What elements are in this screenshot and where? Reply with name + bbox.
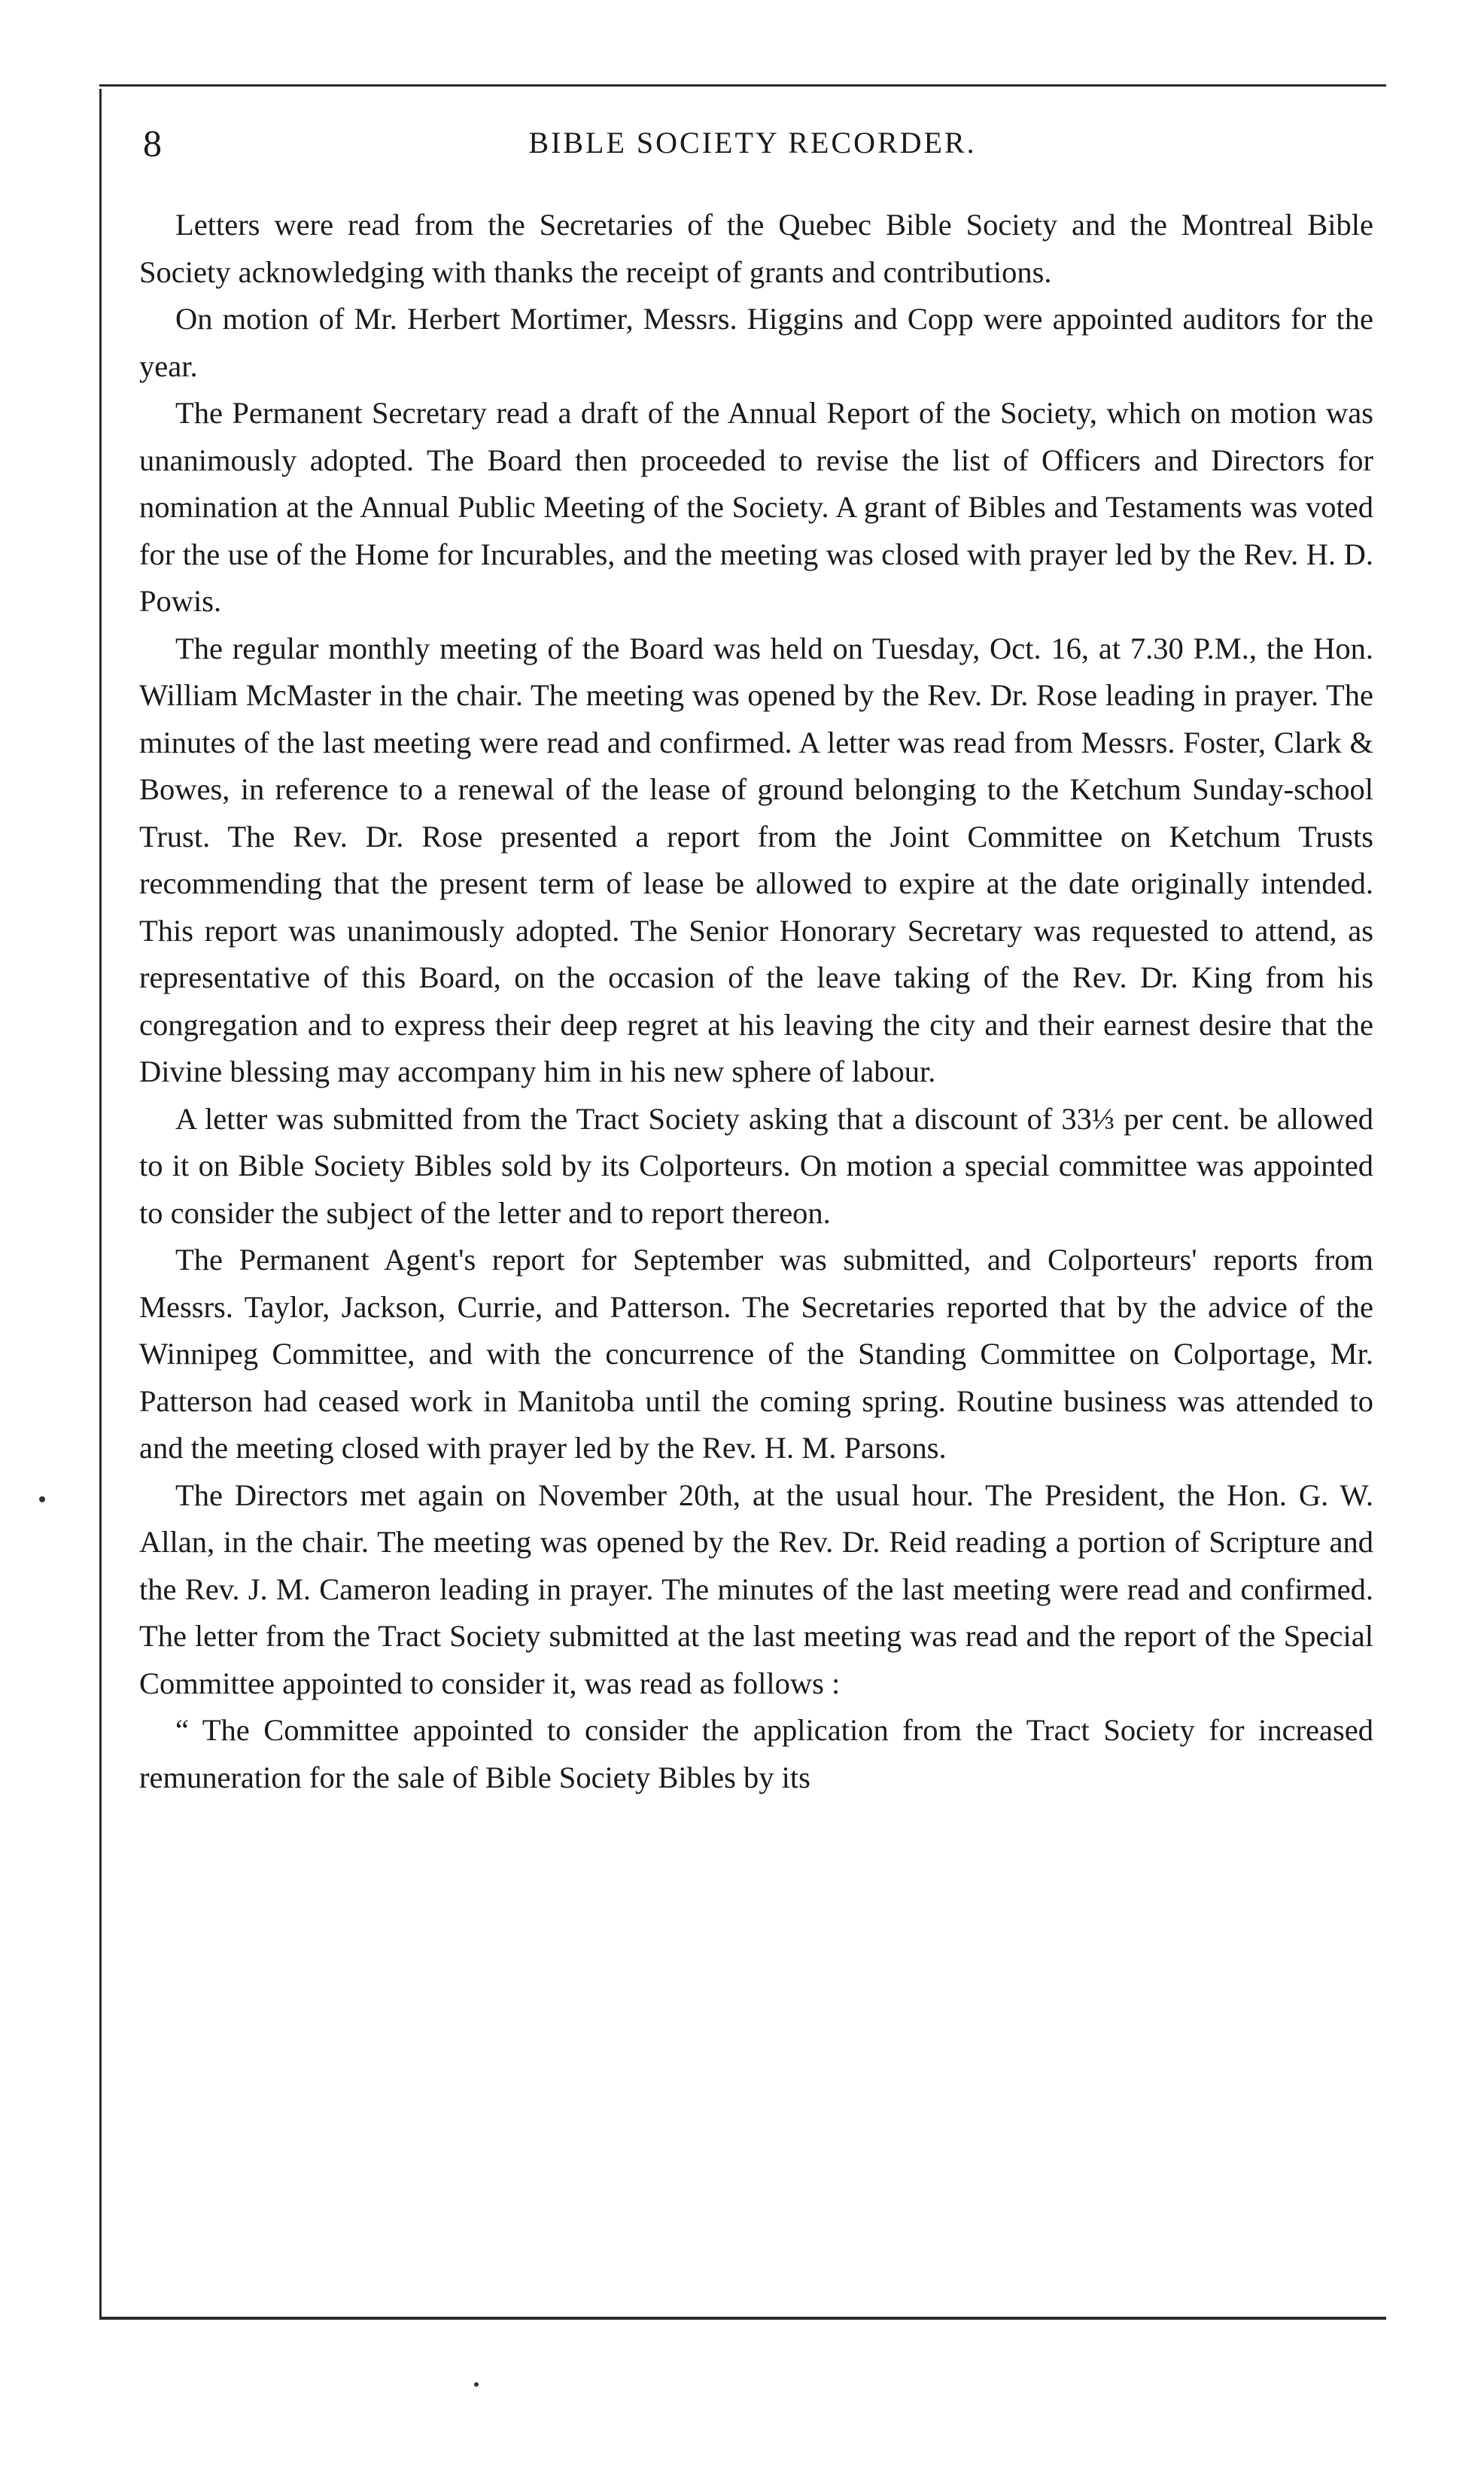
page-header [135, 120, 1370, 166]
stray-mark [39, 1496, 45, 1502]
paragraph: The Permanent Secretary read a draft of the Annual Report of the Society, which on motion was unanimously adopted. The Board then proceeded to revise the list of Officers and Directors for nomination at the Annual Public Meeting of the Society. A grant of Bibles and Testaments was voted for the use of the Home for Incurables, and the meeting was closed with prayer led by the Rev. H. D. Powis. [139, 396, 1373, 618]
paragraph: “ The Committee appointed to consider the application from the Tract Society for increased remuneration for the sale of Bible Society Bibles by its [139, 1713, 1373, 1794]
paragraph: The Permanent Agent's report for September was submitted, and Colporteurs' reports from Messrs. Taylor, Jackson, Currie, and Patterson. The Secretaries reported that by the advice of the Winnipeg Committee, and with the concurrence of the Standing Committee on Colportage, Mr. Patterson had ceased work in Manitoba until the coming spring. Routine business was attended to and the meeting closed with prayer led by the Rev. H. M. Parsons. [139, 1243, 1373, 1465]
paragraph: A letter was submitted from the Tract Society asking that a discount of 33⅓ per cent. be allowed to it on Bible Society Bibles sold by its Colporteurs. On motion a special committee was appointed to consider the subject of the letter and to report thereon. [139, 1101, 1373, 1230]
paragraph: Letters were read from the Secretaries of the Quebec Bible Society and the Montreal Bible Society acknowledging with thanks the receipt of grants and contributions. [139, 208, 1373, 289]
paragraph: On motion of Mr. Herbert Mortimer, Messrs. Higgins and Copp were appointed auditors for the year. [139, 302, 1373, 383]
running-head: BIBLE SOCIETY RECORDER. [528, 126, 977, 160]
paragraph: The Directors met again on November 20th, at the usual hour. The President, the Hon. G. W. Allan, in the chair. The meeting was opened by the Rev. Dr. Reid reading a portion of Scripture and the Rev. J. M. Cameron leading in prayer. The minutes of the last meeting were read and confirmed. The letter from the Tract Society submitted at the last meeting was read and the report of the Special Committee appointed to consider it, was read as follows : [139, 1477, 1373, 1700]
top-rule [99, 84, 1386, 87]
body-text [139, 202, 1373, 1801]
paragraph: The regular monthly meeting of the Board was held on Tuesday, Oct. 16, at 7.30 P.M., the Hon. William McMaster in the chair. The meeting was opened by the Rev. Dr. Rose leading in prayer. The minutes of the last meeting were read and confirmed. A letter was read from Messrs. Foster, Clark & Bowes, in reference to a renewal of the lease of ground belonging to the Ketchum Sunday-school Trust. The Rev. Dr. Rose presented a report from the Joint Committee on Ketchum Trusts recommending that the present term of lease be allowed to expire at the date originally intended. This report was unanimously adopted. The Senior Honorary Secretary was requested to attend, as representative of this Board, on the occasion of the leave taking of the Rev. Dr. King from his congregation and to express their deep regret at his leaving the city and their earnest desire that the Divine blessing may accompany him in his new sphere of labour. [139, 631, 1373, 1088]
bottom-rule [99, 2317, 1386, 2320]
page-number: 8 [143, 122, 162, 164]
left-margin-rule [99, 89, 102, 2317]
stray-mark [474, 2382, 479, 2387]
